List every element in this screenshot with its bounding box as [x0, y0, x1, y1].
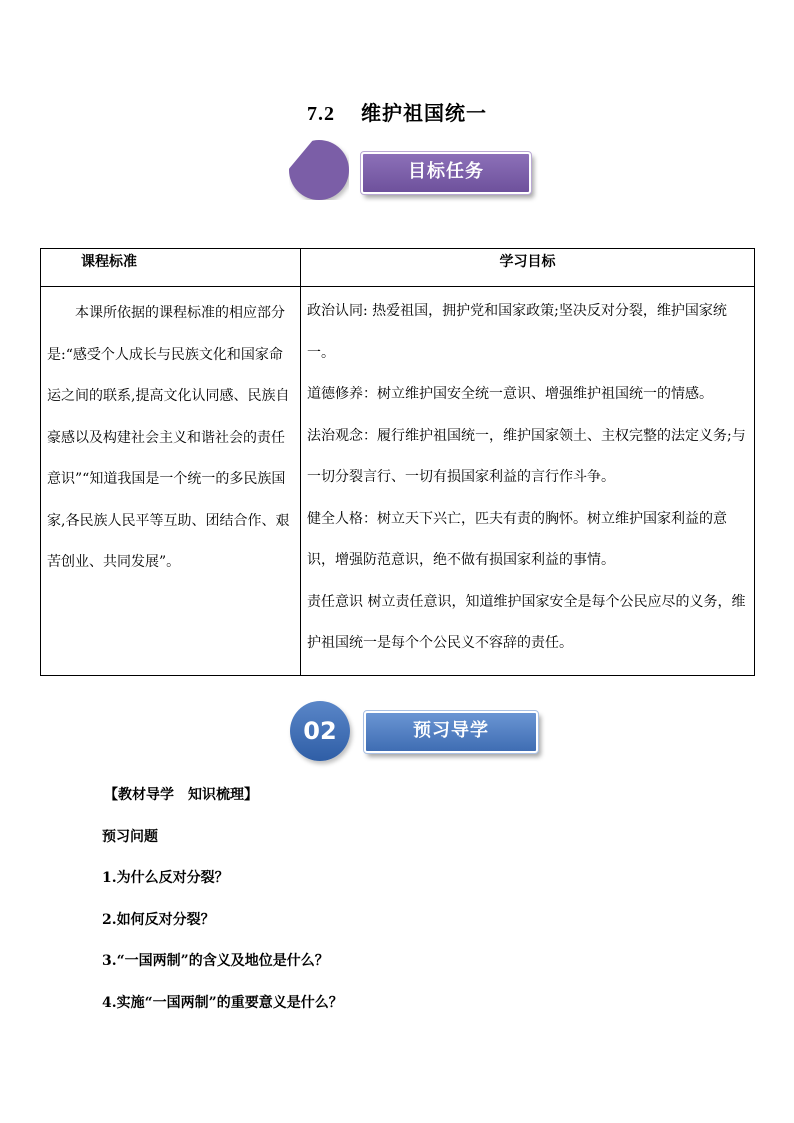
- question-item: 4.实施“一国两制”的重要意义是什么？: [102, 994, 343, 1011]
- banner-disc-icon: [289, 140, 349, 200]
- question-item: 3.“一国两制”的含义及地位是什么？: [102, 953, 329, 969]
- preview-section: [102, 782, 702, 1031]
- goals-banner-label: 目标任务: [361, 152, 531, 194]
- curriculum-table: [40, 248, 755, 676]
- lesson-number: 7.2: [307, 103, 335, 125]
- question-item: 1.为什么反对分裂？: [102, 870, 229, 886]
- section-number-badge: 02: [290, 701, 350, 761]
- standard-cell: 本课所依据的课程标准的相应部分是:“感受个人成长与民族文化和国家命运之间的联系,提高文化认同感、民族自豪感以及构建社会主义和谐社会的责任意识”“知道我国是一个统一的多民族国家,各民族人民平等互助、团结合作、艰苦创业、共同发展”。: [41, 287, 301, 676]
- objective-item: 健全人格：树立天下兴亡，匹夫有责的胸怀。树立维护国家利益的意识，增强防范意识，绝不做有损国家利益的事情。: [307, 510, 727, 568]
- preview-banner-label: 预习导学: [364, 711, 538, 753]
- question-item: 2.如何反对分裂？: [102, 911, 215, 928]
- page-title: [0, 97, 794, 126]
- objective-item: 道德修养：树立维护国安全统一意识、增强维护祖国统一的情感。: [307, 386, 713, 402]
- objective-item: 法治观念：履行维护祖国统一，维护国家领土、主权完整的法定义务;与一切分裂言行、一切有损国家利益的言行作斗争。: [307, 427, 746, 485]
- objective-item: 政治认同: 热爱祖国，拥护党和国家政策;坚决反对分裂，维护国家统一。: [307, 303, 727, 361]
- section-subheading: 预习问题: [102, 828, 158, 845]
- header-objectives: 学习目标: [301, 249, 755, 287]
- header-standard: 课程标准: [41, 249, 301, 287]
- lesson-title: 维护祖国统一: [361, 101, 487, 125]
- objective-item: 责任意识 树立责任意识，知道维护国家安全是每个公民应尽的义务，维护祖国统一是每个个公民义不容辞的责任。: [307, 593, 746, 651]
- objectives-cell: [301, 287, 755, 676]
- section-heading: 【教材导学 知识梳理】: [104, 787, 258, 803]
